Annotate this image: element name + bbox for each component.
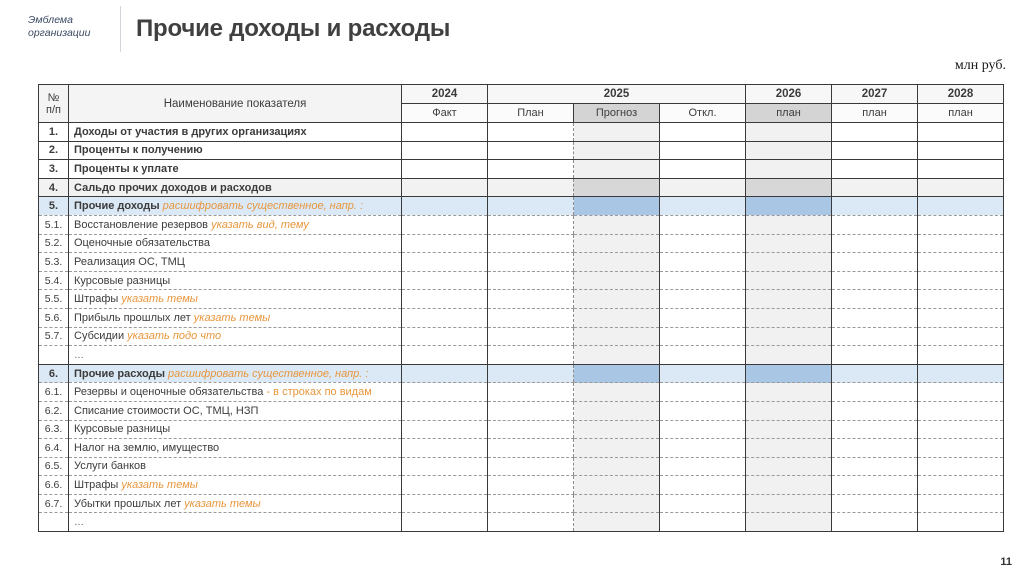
table-row[interactable] <box>39 197 1004 216</box>
value-2025-plan-cell[interactable] <box>488 253 574 272</box>
value-2025-forecast-cell[interactable] <box>574 364 660 383</box>
value-2025-forecast-cell[interactable] <box>574 123 660 142</box>
value-2026-plan-cell[interactable] <box>746 290 832 309</box>
value-2024-fact-cell[interactable] <box>402 364 488 383</box>
value-2026-plan-cell[interactable] <box>746 346 832 365</box>
value-2025-plan-cell[interactable] <box>488 215 574 234</box>
value-2026-plan-cell[interactable] <box>746 457 832 476</box>
value-2025-deviation-cell[interactable] <box>660 476 746 495</box>
value-2026-plan-cell[interactable] <box>746 253 832 272</box>
value-2025-plan-cell[interactable] <box>488 290 574 309</box>
value-2028-plan-cell[interactable] <box>918 513 1004 532</box>
page-number: 11 <box>1000 556 1012 568</box>
header-sub-2027-plan: план <box>832 104 918 123</box>
value-2028-plan-cell[interactable] <box>918 271 1004 290</box>
value-2025-plan-cell[interactable] <box>488 123 574 142</box>
header-year-2024: 2024 <box>402 85 488 104</box>
value-2027-plan-cell[interactable] <box>832 141 918 160</box>
value-2025-plan-cell[interactable] <box>488 141 574 160</box>
value-2026-plan-cell[interactable] <box>746 439 832 458</box>
value-2025-forecast-cell[interactable] <box>574 290 660 309</box>
value-2024-fact-cell[interactable] <box>402 178 488 197</box>
value-2028-plan-cell[interactable] <box>918 439 1004 458</box>
value-2025-deviation-cell[interactable] <box>660 271 746 290</box>
row-label: Сальдо прочих доходов и расходов <box>74 181 272 194</box>
value-2024-fact-cell[interactable] <box>402 215 488 234</box>
header-year-2026: 2026 <box>746 85 832 104</box>
row-indicator-name-cell <box>69 513 402 532</box>
value-2028-plan-cell[interactable] <box>918 364 1004 383</box>
value-2027-plan-cell[interactable] <box>832 346 918 365</box>
value-2026-plan-cell[interactable] <box>746 178 832 197</box>
value-2025-plan-cell[interactable] <box>488 383 574 402</box>
header-row-years <box>39 85 1004 104</box>
header-sub-2025-plan: План <box>488 104 574 123</box>
value-2024-fact-cell[interactable] <box>402 513 488 532</box>
row-hint-annotation: указать темы <box>190 311 271 324</box>
value-2025-plan-cell[interactable] <box>488 234 574 253</box>
row-label: Резервы и оценочные обязательства <box>74 386 264 399</box>
table-row[interactable] <box>39 401 1004 420</box>
header-number-line2: п/п <box>46 103 61 116</box>
value-2024-fact-cell[interactable] <box>402 271 488 290</box>
organization-emblem-placeholder <box>28 14 116 40</box>
value-2025-plan-cell[interactable] <box>488 494 574 513</box>
value-2025-deviation-cell[interactable] <box>660 439 746 458</box>
row-label: Проценты к получению <box>74 144 203 157</box>
value-2025-deviation-cell[interactable] <box>660 178 746 197</box>
value-2024-fact-cell[interactable] <box>402 234 488 253</box>
value-2025-plan-cell[interactable] <box>488 364 574 383</box>
value-2024-fact-cell[interactable] <box>402 457 488 476</box>
row-indicator-name-cell <box>69 401 402 420</box>
row-label: Налог на землю, имущество <box>74 441 220 454</box>
value-2025-deviation-cell[interactable] <box>660 123 746 142</box>
row-label: Проценты к уплате <box>74 162 179 175</box>
value-2025-deviation-cell[interactable] <box>660 141 746 160</box>
row-indicator-name-cell <box>69 160 402 179</box>
row-hint-annotation: указать темы <box>181 497 261 510</box>
row-indicator-name-cell <box>69 364 402 383</box>
value-2025-deviation-cell[interactable] <box>660 457 746 476</box>
value-2025-deviation-cell[interactable] <box>660 253 746 272</box>
row-number-cell: 2. <box>39 141 69 160</box>
value-2025-plan-cell[interactable] <box>488 160 574 179</box>
row-number-cell: 6. <box>39 364 69 383</box>
value-2028-plan-cell[interactable] <box>918 123 1004 142</box>
value-2026-plan-cell[interactable] <box>746 401 832 420</box>
value-2027-plan-cell[interactable] <box>832 513 918 532</box>
row-number-cell: 6.6. <box>39 476 69 495</box>
table-header <box>39 85 1004 123</box>
row-indicator-name-cell <box>69 271 402 290</box>
row-number-cell: 5.4. <box>39 271 69 290</box>
value-2025-deviation-cell[interactable] <box>660 401 746 420</box>
row-hint-annotation: указать вид, тему <box>208 218 309 231</box>
value-2027-plan-cell[interactable] <box>832 178 918 197</box>
row-number-cell: 1. <box>39 123 69 142</box>
row-number-cell <box>39 346 69 365</box>
value-2025-forecast-cell[interactable] <box>574 308 660 327</box>
row-number-cell: 6.4. <box>39 439 69 458</box>
value-2025-deviation-cell[interactable] <box>660 215 746 234</box>
slide-header <box>0 0 1024 58</box>
row-label: Курсовые разницы <box>74 423 171 436</box>
header-sub-2024-fact: Факт <box>402 104 488 123</box>
value-2024-fact-cell[interactable] <box>402 476 488 495</box>
value-2027-plan-cell[interactable] <box>832 457 918 476</box>
table-row[interactable] <box>39 141 1004 160</box>
value-2025-forecast-cell[interactable] <box>574 346 660 365</box>
value-2026-plan-cell[interactable] <box>746 234 832 253</box>
value-2025-forecast-cell[interactable] <box>574 476 660 495</box>
value-2026-plan-cell[interactable] <box>746 215 832 234</box>
value-2026-plan-cell[interactable] <box>746 197 832 216</box>
value-2028-plan-cell[interactable] <box>918 141 1004 160</box>
header-divider <box>120 6 121 52</box>
row-hint-annotation: расшифровать существенное, напр. : <box>165 367 369 380</box>
value-2025-forecast-cell[interactable] <box>574 439 660 458</box>
row-indicator-name-cell <box>69 476 402 495</box>
row-number-cell: 5.5. <box>39 290 69 309</box>
row-indicator-name-cell <box>69 197 402 216</box>
value-2026-plan-cell[interactable] <box>746 494 832 513</box>
row-number-cell: 6.5. <box>39 457 69 476</box>
table-row[interactable] <box>39 234 1004 253</box>
row-indicator-name-cell <box>69 234 402 253</box>
value-2024-fact-cell[interactable] <box>402 123 488 142</box>
value-2026-plan-cell[interactable] <box>746 327 832 346</box>
row-number-cell: 6.2. <box>39 401 69 420</box>
value-2027-plan-cell[interactable] <box>832 327 918 346</box>
value-2026-plan-cell[interactable] <box>746 364 832 383</box>
emblem-line-1: Эмблема <box>28 14 73 26</box>
emblem-line-2: организации <box>28 27 91 39</box>
row-indicator-name-cell <box>69 308 402 327</box>
value-2028-plan-cell[interactable] <box>918 197 1004 216</box>
value-2024-fact-cell[interactable] <box>402 308 488 327</box>
value-2025-deviation-cell[interactable] <box>660 290 746 309</box>
value-2026-plan-cell[interactable] <box>746 383 832 402</box>
row-label: Прочие доходы <box>74 200 160 213</box>
table-row[interactable] <box>39 494 1004 513</box>
ellipsis-placeholder: … <box>74 517 85 529</box>
value-2027-plan-cell[interactable] <box>832 308 918 327</box>
row-number-cell: 3. <box>39 160 69 179</box>
row-indicator-name-cell <box>69 457 402 476</box>
value-2027-plan-cell[interactable] <box>832 439 918 458</box>
header-sub-2025-forecast: Прогноз <box>574 104 660 123</box>
row-number-cell: 5. <box>39 197 69 216</box>
row-label: Штрафы <box>74 293 119 306</box>
table-row[interactable] <box>39 327 1004 346</box>
table-row[interactable] <box>39 215 1004 234</box>
row-number-cell <box>39 513 69 532</box>
header-cell-indicator-name: Наименование показателя <box>69 85 402 123</box>
value-2026-plan-cell[interactable] <box>746 308 832 327</box>
value-2024-fact-cell[interactable] <box>402 327 488 346</box>
value-2026-plan-cell[interactable] <box>746 160 832 179</box>
value-2025-forecast-cell[interactable] <box>574 420 660 439</box>
row-number-cell: 5.2. <box>39 234 69 253</box>
row-number-cell: 5.3. <box>39 253 69 272</box>
value-2028-plan-cell[interactable] <box>918 308 1004 327</box>
row-indicator-name-cell <box>69 123 402 142</box>
value-2028-plan-cell[interactable] <box>918 253 1004 272</box>
value-2025-plan-cell[interactable] <box>488 401 574 420</box>
value-2025-deviation-cell[interactable] <box>660 364 746 383</box>
value-2024-fact-cell[interactable] <box>402 141 488 160</box>
row-hint-annotation: указать подо что <box>124 330 222 343</box>
value-2025-deviation-cell[interactable] <box>660 513 746 532</box>
value-2028-plan-cell[interactable] <box>918 494 1004 513</box>
header-number-line1: № <box>47 91 60 104</box>
value-2024-fact-cell[interactable] <box>402 401 488 420</box>
value-2025-plan-cell[interactable] <box>488 476 574 495</box>
row-label: Штрафы <box>74 479 119 492</box>
value-2027-plan-cell[interactable] <box>832 364 918 383</box>
value-2025-deviation-cell[interactable] <box>660 383 746 402</box>
row-number-cell: 5.7. <box>39 327 69 346</box>
value-2025-plan-cell[interactable] <box>488 178 574 197</box>
value-2026-plan-cell[interactable] <box>746 123 832 142</box>
table-row[interactable] <box>39 457 1004 476</box>
value-2025-forecast-cell[interactable] <box>574 160 660 179</box>
value-2028-plan-cell[interactable] <box>918 457 1004 476</box>
value-2027-plan-cell[interactable] <box>832 215 918 234</box>
value-2027-plan-cell[interactable] <box>832 401 918 420</box>
value-2025-plan-cell[interactable] <box>488 271 574 290</box>
row-number-cell: 5.1. <box>39 215 69 234</box>
table-row[interactable] <box>39 346 1004 365</box>
value-2025-deviation-cell[interactable] <box>660 197 746 216</box>
table-row[interactable] <box>39 513 1004 532</box>
row-label: Восстановление резервов <box>74 218 209 231</box>
value-2024-fact-cell[interactable] <box>402 420 488 439</box>
row-label: Услуги банков <box>74 460 147 473</box>
table-row[interactable] <box>39 178 1004 197</box>
value-2025-deviation-cell[interactable] <box>660 327 746 346</box>
row-indicator-name-cell <box>69 178 402 197</box>
row-label: Прочие расходы <box>74 367 165 380</box>
header-cell-number <box>39 85 69 123</box>
row-indicator-name-cell <box>69 327 402 346</box>
units-label: млн руб. <box>954 58 1006 73</box>
row-label: Списание стоимости ОС, ТМЦ, НЗП <box>74 404 259 417</box>
row-label: Курсовые разницы <box>74 274 171 287</box>
value-2025-forecast-cell[interactable] <box>574 178 660 197</box>
table-row[interactable] <box>39 271 1004 290</box>
table-row[interactable] <box>39 160 1004 179</box>
value-2028-plan-cell[interactable] <box>918 290 1004 309</box>
value-2026-plan-cell[interactable] <box>746 271 832 290</box>
value-2024-fact-cell[interactable] <box>402 494 488 513</box>
value-2025-forecast-cell[interactable] <box>574 253 660 272</box>
value-2025-plan-cell[interactable] <box>488 457 574 476</box>
row-label: Убытки прошлых лет <box>74 497 182 510</box>
value-2027-plan-cell[interactable] <box>832 271 918 290</box>
row-hint-annotation: указать темы <box>118 293 198 306</box>
value-2028-plan-cell[interactable] <box>918 160 1004 179</box>
row-number-cell: 6.1. <box>39 383 69 402</box>
row-hint-annotation: - в строках по видам <box>263 386 372 399</box>
value-2025-deviation-cell[interactable] <box>660 234 746 253</box>
value-2025-forecast-cell[interactable] <box>574 271 660 290</box>
value-2025-deviation-cell[interactable] <box>660 420 746 439</box>
row-number-cell: 6.3. <box>39 420 69 439</box>
value-2026-plan-cell[interactable] <box>746 141 832 160</box>
table-row[interactable] <box>39 439 1004 458</box>
table-row[interactable] <box>39 364 1004 383</box>
value-2025-forecast-cell[interactable] <box>574 215 660 234</box>
value-2024-fact-cell[interactable] <box>402 346 488 365</box>
value-2024-fact-cell[interactable] <box>402 439 488 458</box>
value-2025-forecast-cell[interactable] <box>574 494 660 513</box>
row-number-cell: 6.7. <box>39 494 69 513</box>
value-2025-forecast-cell[interactable] <box>574 327 660 346</box>
value-2026-plan-cell[interactable] <box>746 420 832 439</box>
table-row[interactable] <box>39 253 1004 272</box>
value-2028-plan-cell[interactable] <box>918 178 1004 197</box>
value-2028-plan-cell[interactable] <box>918 346 1004 365</box>
header-year-2025: 2025 <box>488 85 746 104</box>
row-hint-annotation: расшифровать существенное, напр. : <box>159 200 364 213</box>
value-2025-deviation-cell[interactable] <box>660 308 746 327</box>
row-indicator-name-cell <box>69 420 402 439</box>
value-2025-plan-cell[interactable] <box>488 513 574 532</box>
value-2028-plan-cell[interactable] <box>918 234 1004 253</box>
row-hint-annotation: указать темы <box>118 479 198 492</box>
row-label: Реализация ОС, ТМЦ <box>74 255 185 268</box>
value-2025-plan-cell[interactable] <box>488 346 574 365</box>
value-2025-forecast-cell[interactable] <box>574 401 660 420</box>
value-2025-plan-cell[interactable] <box>488 420 574 439</box>
table-row[interactable] <box>39 290 1004 309</box>
value-2027-plan-cell[interactable] <box>832 160 918 179</box>
header-year-2028: 2028 <box>918 85 1004 104</box>
row-indicator-name-cell <box>69 253 402 272</box>
row-indicator-name-cell <box>69 141 402 160</box>
row-indicator-name-cell <box>69 290 402 309</box>
value-2024-fact-cell[interactable] <box>402 290 488 309</box>
value-2028-plan-cell[interactable] <box>918 327 1004 346</box>
value-2024-fact-cell[interactable] <box>402 160 488 179</box>
value-2027-plan-cell[interactable] <box>832 494 918 513</box>
table-body <box>39 123 1004 532</box>
value-2026-plan-cell[interactable] <box>746 513 832 532</box>
table-row[interactable] <box>39 383 1004 402</box>
value-2025-deviation-cell[interactable] <box>660 494 746 513</box>
value-2025-plan-cell[interactable] <box>488 197 574 216</box>
table-row[interactable] <box>39 420 1004 439</box>
value-2025-deviation-cell[interactable] <box>660 160 746 179</box>
value-2026-plan-cell[interactable] <box>746 476 832 495</box>
page-title: Прочие доходы и расходы <box>136 15 451 42</box>
value-2024-fact-cell[interactable] <box>402 253 488 272</box>
value-2027-plan-cell[interactable] <box>832 290 918 309</box>
row-indicator-name-cell <box>69 215 402 234</box>
value-2024-fact-cell[interactable] <box>402 197 488 216</box>
value-2025-forecast-cell[interactable] <box>574 513 660 532</box>
value-2027-plan-cell[interactable] <box>832 234 918 253</box>
header-sub-2025-deviation: Откл. <box>660 104 746 123</box>
row-label: Субсидии <box>74 330 125 343</box>
value-2027-plan-cell[interactable] <box>832 383 918 402</box>
value-2028-plan-cell[interactable] <box>918 420 1004 439</box>
value-2028-plan-cell[interactable] <box>918 476 1004 495</box>
value-2025-forecast-cell[interactable] <box>574 234 660 253</box>
header-sub-2026-plan: план <box>746 104 832 123</box>
row-indicator-name-cell <box>69 439 402 458</box>
value-2028-plan-cell[interactable] <box>918 215 1004 234</box>
ellipsis-placeholder: … <box>74 349 85 361</box>
row-number-cell: 4. <box>39 178 69 197</box>
value-2025-plan-cell[interactable] <box>488 308 574 327</box>
value-2025-plan-cell[interactable] <box>488 327 574 346</box>
value-2027-plan-cell[interactable] <box>832 476 918 495</box>
header-sub-2028-plan: план <box>918 104 1004 123</box>
financial-table-container <box>38 84 988 532</box>
value-2025-plan-cell[interactable] <box>488 439 574 458</box>
value-2027-plan-cell[interactable] <box>832 197 918 216</box>
value-2024-fact-cell[interactable] <box>402 383 488 402</box>
row-indicator-name-cell <box>69 494 402 513</box>
table-row[interactable] <box>39 308 1004 327</box>
other-income-expenses-table <box>38 84 1004 532</box>
value-2027-plan-cell[interactable] <box>832 123 918 142</box>
value-2027-plan-cell[interactable] <box>832 420 918 439</box>
row-label: Доходы от участия в других организациях <box>74 125 307 138</box>
row-label: Оценочные обязательства <box>74 237 210 250</box>
row-number-cell: 5.6. <box>39 308 69 327</box>
row-indicator-name-cell <box>69 383 402 402</box>
row-label: Прибыль прошлых лет <box>74 311 191 324</box>
value-2027-plan-cell[interactable] <box>832 253 918 272</box>
row-indicator-name-cell <box>69 346 402 365</box>
header-year-2027: 2027 <box>832 85 918 104</box>
value-2025-forecast-cell[interactable] <box>574 141 660 160</box>
value-2025-forecast-cell[interactable] <box>574 457 660 476</box>
value-2025-forecast-cell[interactable] <box>574 197 660 216</box>
table-row[interactable] <box>39 476 1004 495</box>
value-2028-plan-cell[interactable] <box>918 383 1004 402</box>
value-2025-forecast-cell[interactable] <box>574 383 660 402</box>
table-row[interactable] <box>39 123 1004 142</box>
value-2025-deviation-cell[interactable] <box>660 346 746 365</box>
value-2028-plan-cell[interactable] <box>918 401 1004 420</box>
